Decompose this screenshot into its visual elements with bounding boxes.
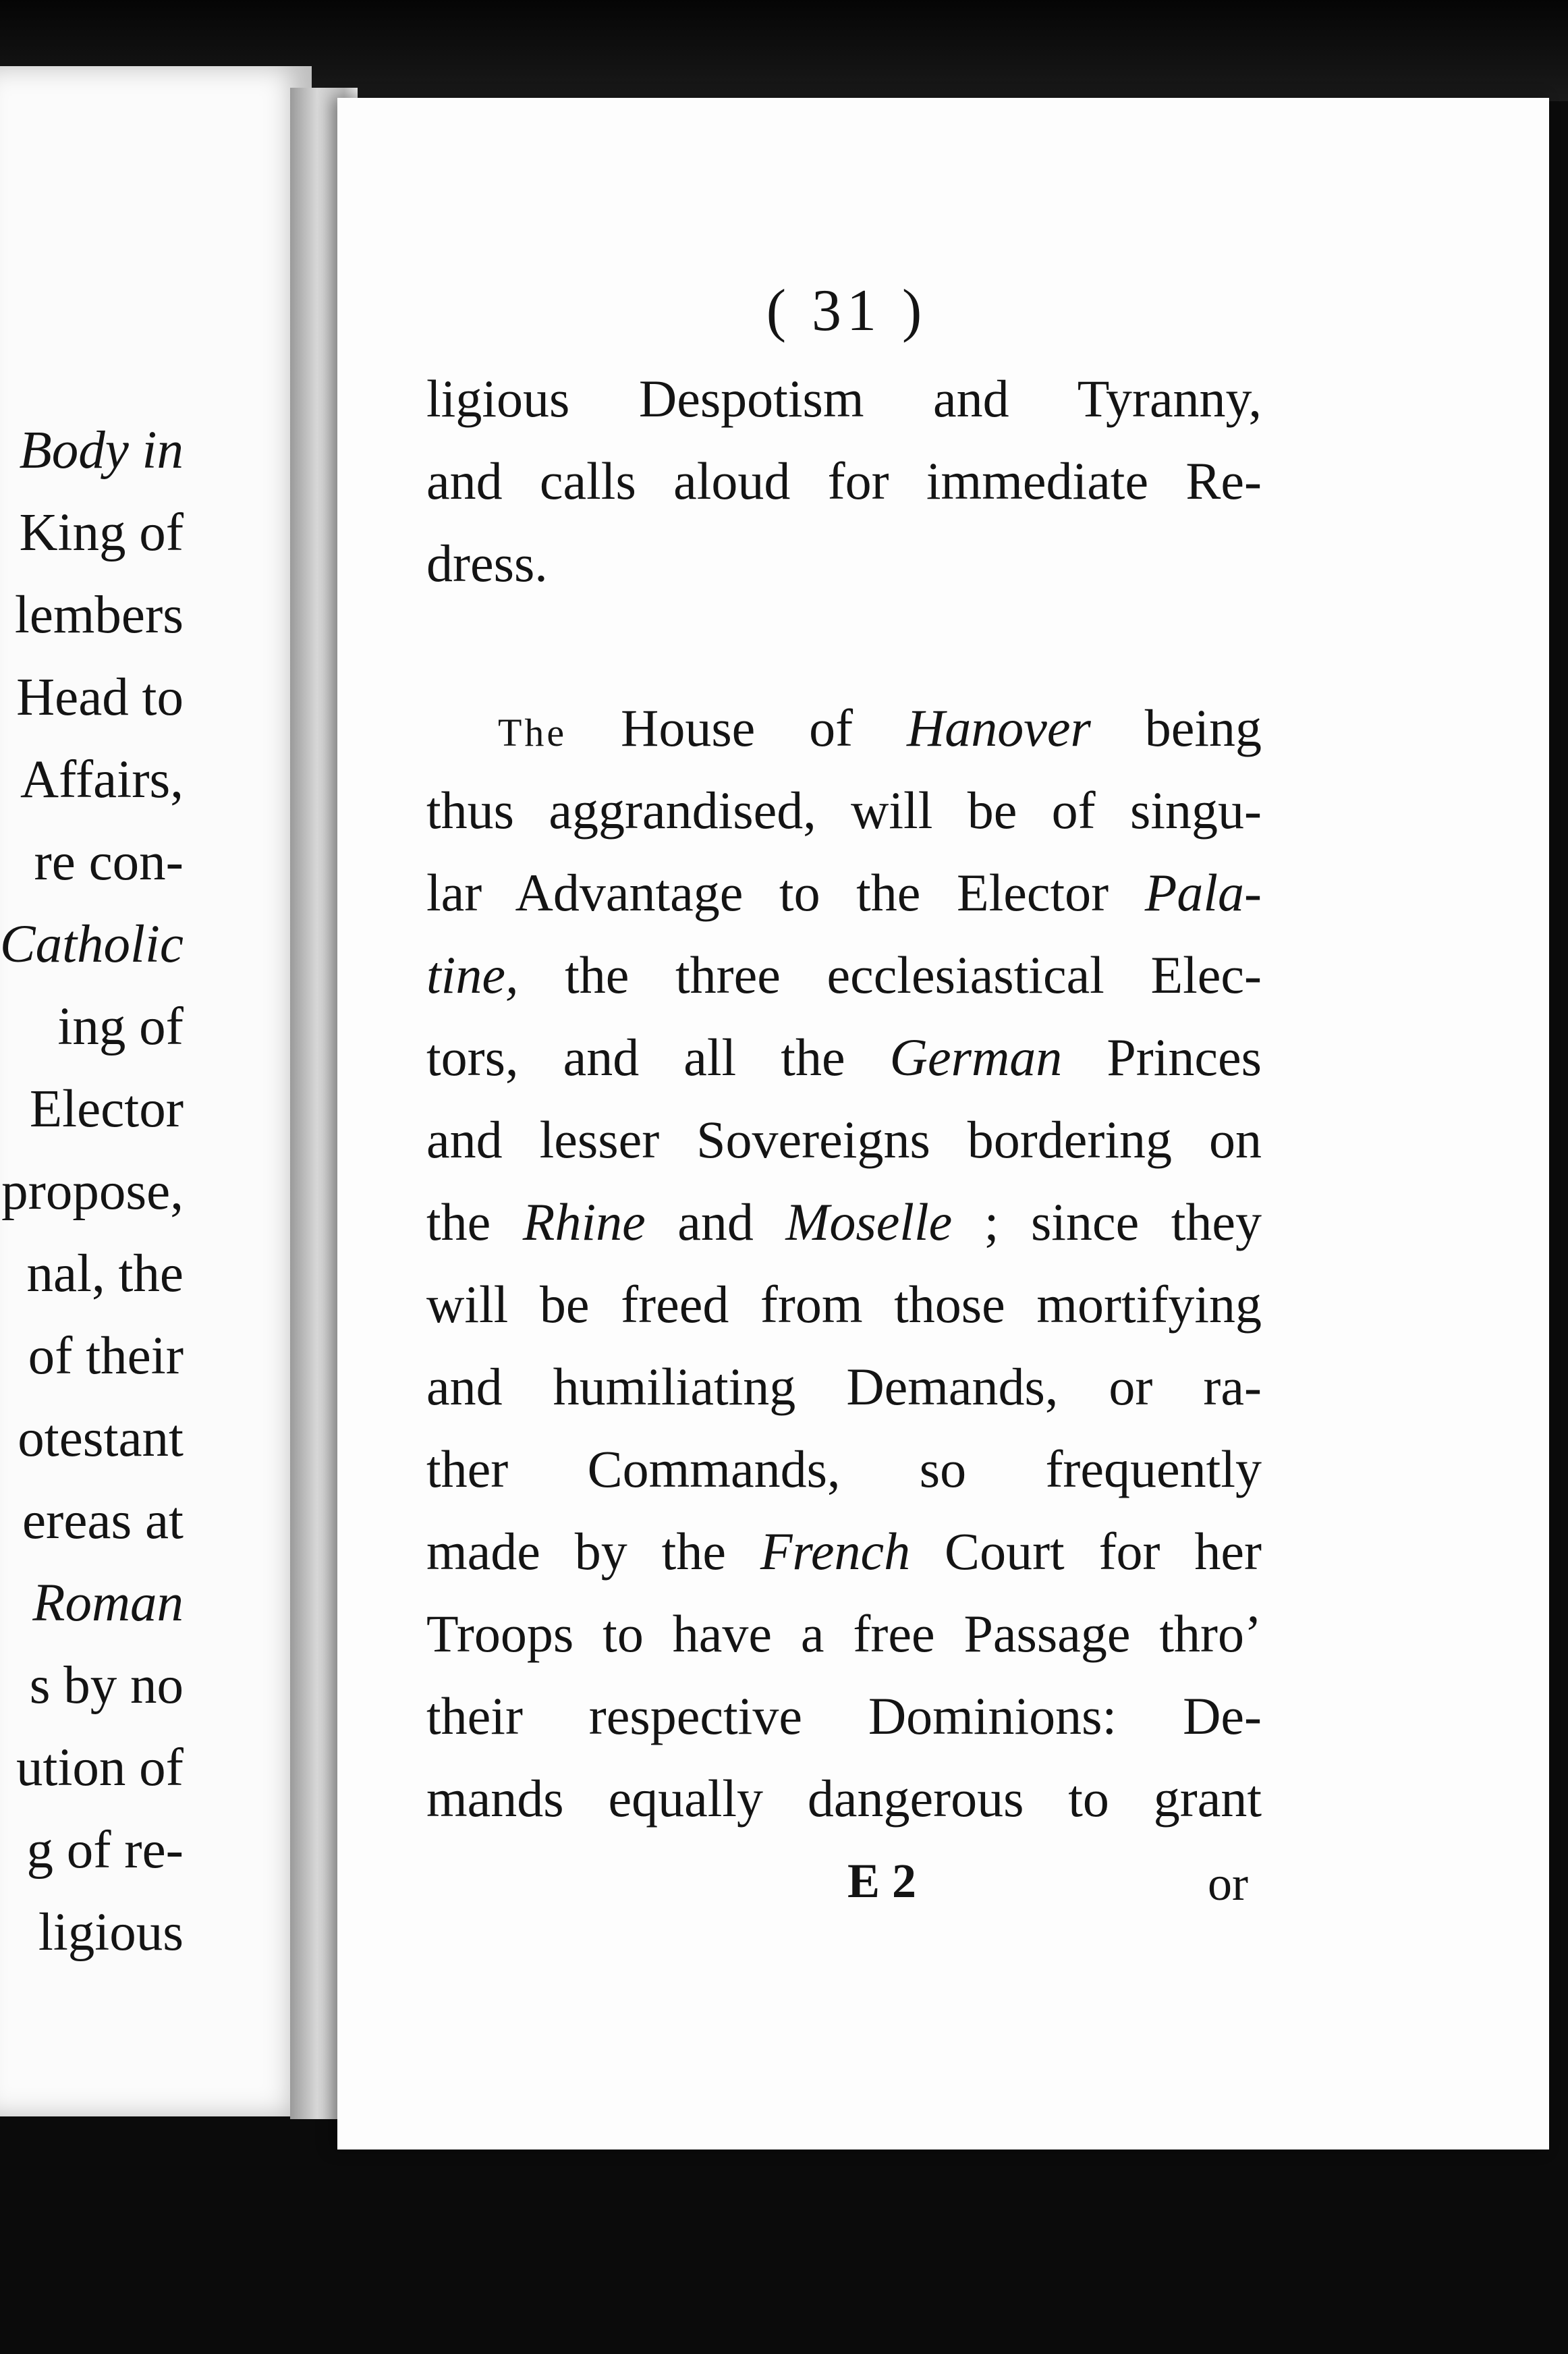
signature-mark: E 2 (847, 1854, 917, 1908)
text-run: lar Advantage to the Elector (426, 863, 1145, 922)
left-line: s by no (29, 1656, 184, 1715)
italic-run: Hanover (906, 699, 1091, 757)
text-line: thus aggrandised, will be of singu- (426, 781, 1262, 840)
left-line: ligious (38, 1903, 184, 1962)
text-run: the three ecclesiastical Elec- (518, 946, 1262, 1004)
text-run: Princes (1062, 1028, 1262, 1087)
left-line: otestant (18, 1409, 184, 1468)
left-line: Head to (16, 668, 184, 727)
left-line: re con- (34, 833, 184, 892)
left-line: lembers (14, 586, 184, 645)
left-line: Roman (32, 1574, 184, 1633)
left-line: propose, (1, 1162, 184, 1221)
text-run: tors, and all the (426, 1028, 890, 1087)
text-line (426, 934, 1262, 1016)
text-line (426, 1016, 1262, 1099)
text-line: will be freed from those mortifying (426, 1275, 1262, 1334)
text-line: Troops to have a free Passage thro’ (426, 1604, 1262, 1663)
left-line: ereas at (22, 1491, 184, 1550)
left-line: of their (28, 1327, 184, 1386)
left-page (0, 66, 312, 2116)
text-run: being (1090, 699, 1262, 757)
text-run: made by the (426, 1522, 760, 1581)
text-line: and humiliating Demands, or ra- (426, 1357, 1262, 1416)
italic-run: Moselle (785, 1193, 953, 1251)
italic-run: Pala- (1144, 863, 1262, 922)
left-line: ution of (16, 1739, 184, 1797)
text-line: and lesser Sovereigns bordering on (426, 1110, 1262, 1169)
text-line (426, 687, 1262, 769)
text-run: House of (567, 699, 907, 757)
text-line: dress. (426, 534, 548, 593)
left-line: Catholic (0, 915, 184, 974)
left-line: ing of (57, 997, 184, 1056)
left-line: King of (19, 503, 184, 562)
italic-run: Rhine (522, 1193, 646, 1251)
italic-run: German (889, 1028, 1063, 1087)
text-run: and (645, 1193, 786, 1251)
text-line (426, 1510, 1262, 1593)
italic-run: French (760, 1522, 911, 1581)
text-line: their respective Dominions: De- (426, 1687, 1262, 1745)
page-body (426, 358, 1262, 1840)
left-line: Affairs, (20, 750, 184, 809)
text-line: ther Commands, so frequently (426, 1440, 1262, 1498)
text-line (426, 852, 1262, 934)
text-line (426, 1181, 1262, 1263)
text-line: and calls aloud for immediate Re- (426, 451, 1262, 510)
text-run: Court for her (910, 1522, 1262, 1581)
catchword: or (1208, 1857, 1248, 1911)
text-run: ; since they (952, 1193, 1262, 1251)
text-line: mands equally dangerous to grant (426, 1769, 1262, 1828)
page-number: ( 31 ) (766, 278, 928, 344)
left-line: Elector (29, 1080, 184, 1139)
small-caps-word: The (498, 711, 567, 755)
text-run: the (426, 1193, 523, 1251)
italic-run: tine, (426, 946, 519, 1004)
left-line: g of re- (26, 1821, 184, 1880)
text-line: ligious Despotism and Tyranny, (426, 369, 1262, 428)
paragraph-gap (426, 605, 1262, 687)
left-line: Body in (19, 421, 184, 480)
left-line: nal, the (26, 1244, 184, 1303)
